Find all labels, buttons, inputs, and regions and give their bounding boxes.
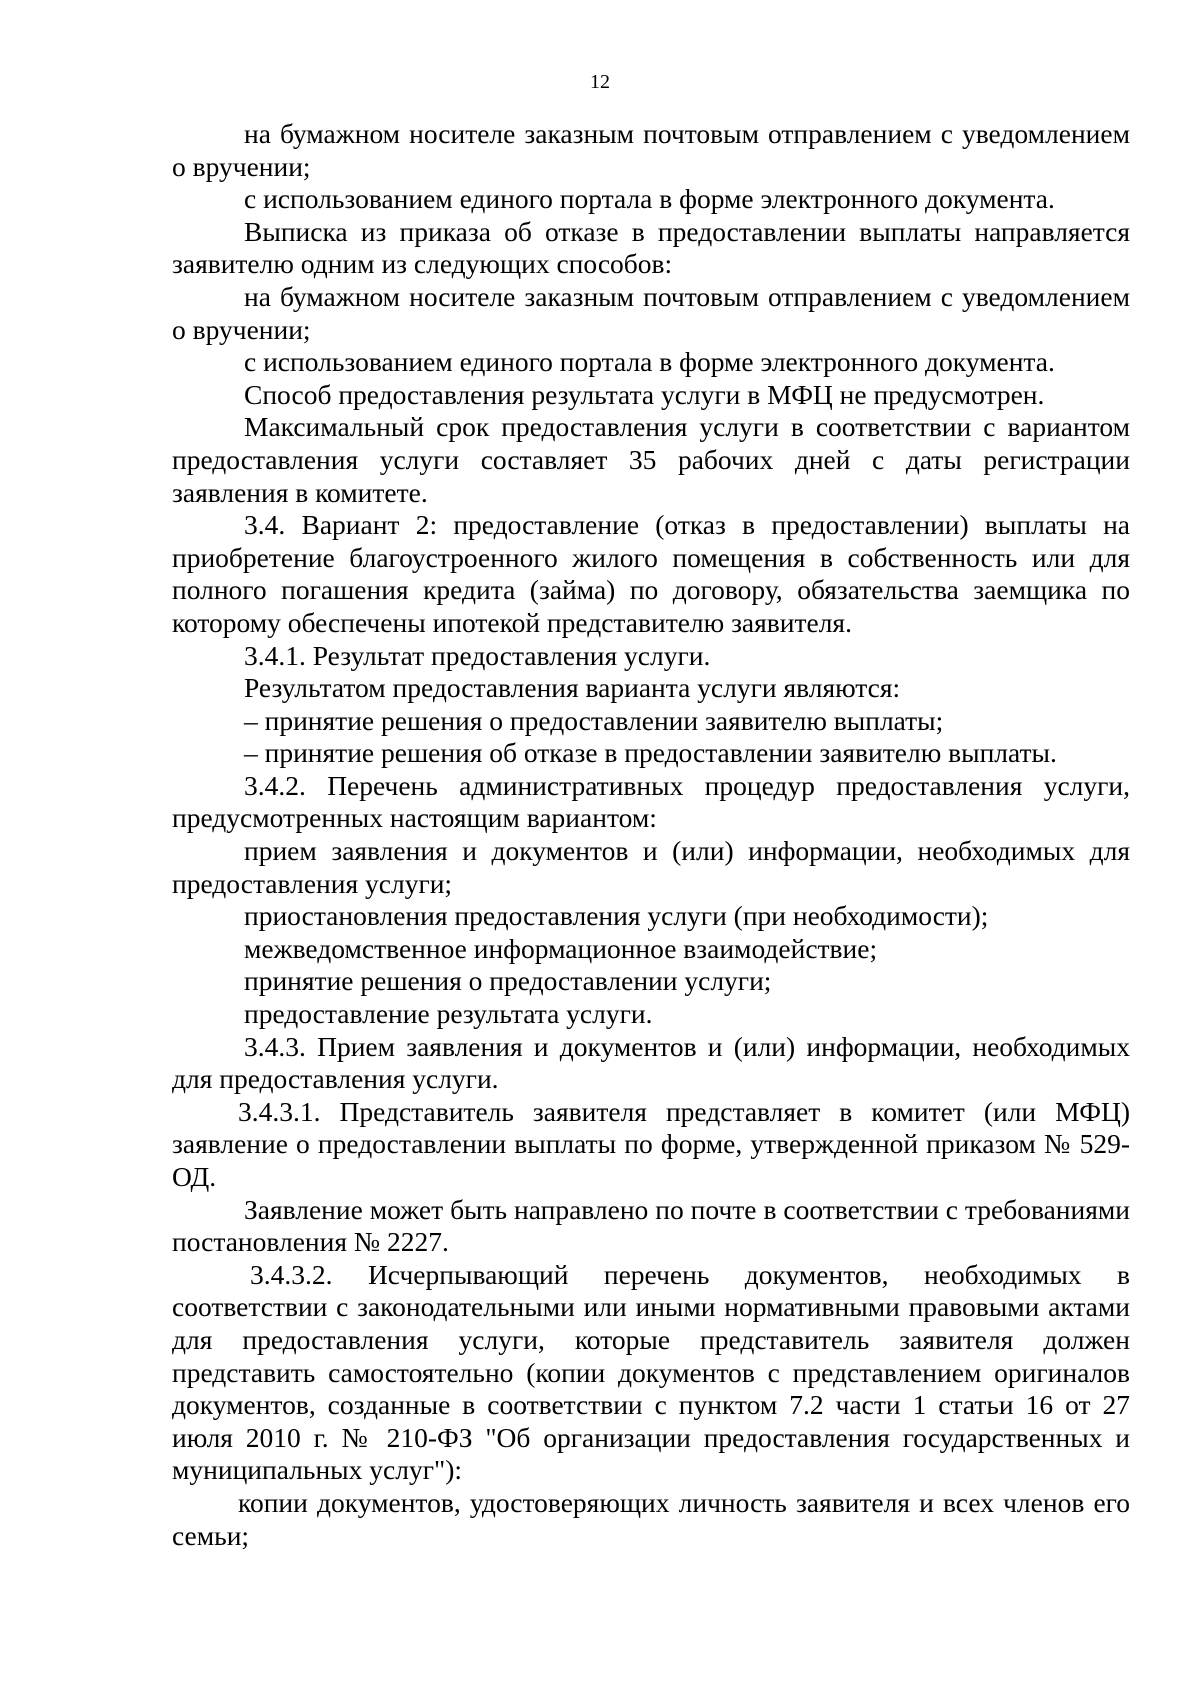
paragraph: прием заявления и документов и (или) информации, необходимых для предоставления услуги; — [172, 835, 1130, 899]
list-item: – принятие решения о предоставлении заявителю выплаты; — [244, 704, 944, 736]
paragraph: на бумажном носителе заказным почтовым отправлением с уведомлением о вручении; — [172, 280, 1130, 345]
paragraph: с использованием единого портала в форме электронного документа. — [244, 346, 1055, 378]
paragraph: с использованием единого портала в форме электронного документа. — [244, 183, 1055, 215]
paragraph: копии документов, удостоверяющих личность заявителя и всех членов его семьи; — [172, 1486, 1130, 1551]
paragraph: предоставление результата услуги. — [244, 998, 653, 1030]
paragraph: Заявление может быть направлено по почте в соответствии с требованиями постановления № 2227. — [172, 1193, 1130, 1258]
paragraph: 3.4.3.2. Исчерпывающий перечень документов, необходимых в соответствии с законодательными или иными нормативными правовыми актами для предоставления услуги, которые представитель заявителя должен представить самостоятельно (копии документов с представлением оригиналов документов, созданные в соответствии с пунктом 7.2 части 1 статьи 16 от 27 июля 2010 г. № 210-ФЗ "Об организации предоставления государственных и муниципальных услуг"): — [172, 1258, 1130, 1486]
section-heading: 3.4. Вариант 2: предоставление (отказ в предоставлении) выплаты на приобретение благоустроенного жилого помещения в собственность или для полного погашения кредита (займа) по договору, обязательства заемщика по которому обеспечены ипотекой представителю заявителя. — [172, 509, 1130, 638]
paragraph: принятие решения о предоставлении услуги; — [244, 965, 772, 997]
subsection-heading: 3.4.1. Результат предоставления услуги. — [244, 639, 711, 671]
list-item: – принятие решения об отказе в предоставлении заявителю выплаты. — [244, 737, 1057, 769]
paragraph: 3.4.3.1. Представитель заявителя представляет в комитет (или МФЦ) заявление о предоставлении выплаты по форме, утвержденной приказом № 529-ОД. — [172, 1095, 1130, 1192]
paragraph: на бумажном носителе заказным почтовым отправлением с уведомлением о вручении; — [172, 118, 1130, 182]
paragraph: Выписка из приказа об отказе в предоставлении выплаты направляется заявителю одним из следующих способов: — [172, 215, 1130, 280]
page-number: 12 — [590, 71, 610, 93]
document-body — [172, 118, 1130, 1552]
paragraph: приостановления предоставления услуги (при необходимости); — [244, 900, 989, 932]
paragraph: Максимальный срок предоставления услуги в соответствии с вариантом предоставления услуги составляет 35 рабочих дней с даты регистрации заявления в комитете. — [172, 411, 1130, 508]
paragraph: Результатом предоставления варианта услуги являются: — [244, 672, 901, 704]
paragraph: межведомственное информационное взаимодействие; — [244, 932, 878, 964]
subsection-heading: 3.4.2. Перечень административных процедур предоставления услуги, предусмотренных настоящим вариантом: — [172, 769, 1130, 834]
subsection-heading: 3.4.3. Прием заявления и документов и (или) информации, необходимых для предоставления услуги. — [172, 1030, 1130, 1095]
paragraph: Способ предоставления результата услуги в МФЦ не предусмотрен. — [244, 378, 1045, 410]
